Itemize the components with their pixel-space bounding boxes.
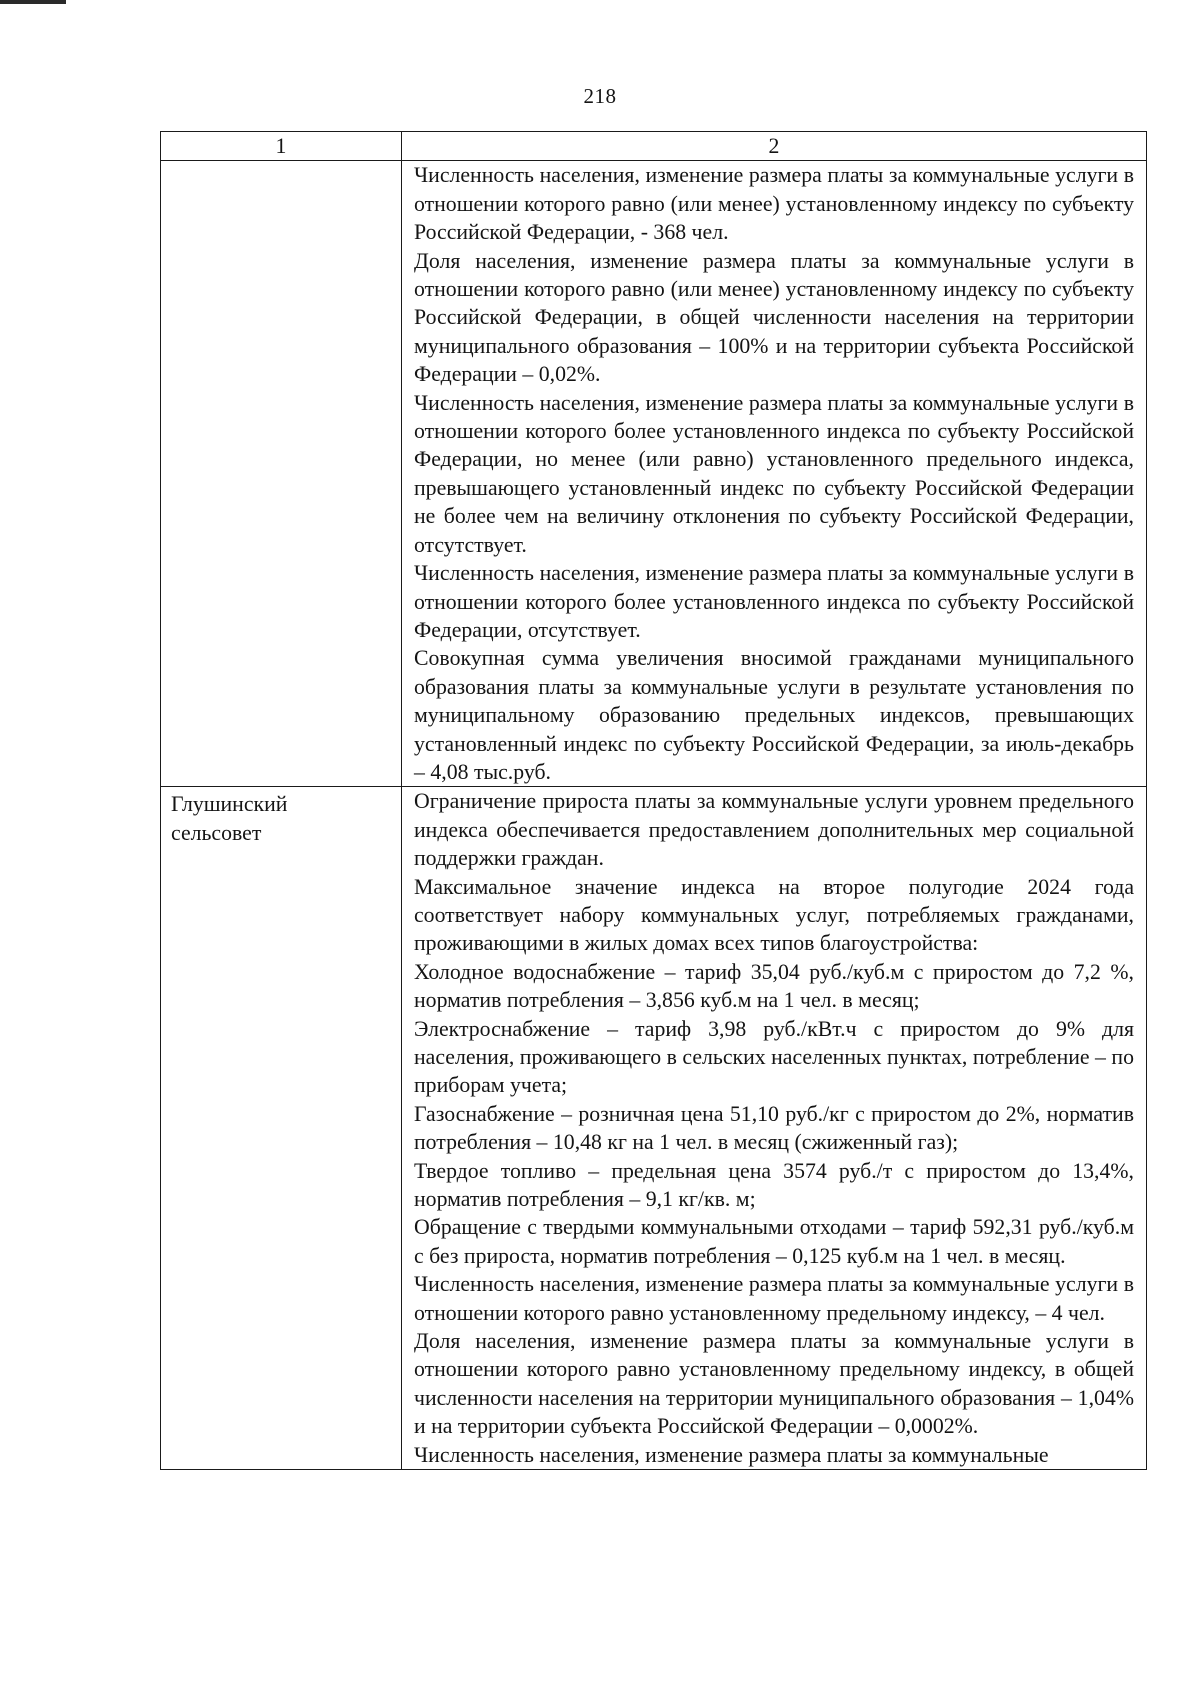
paragraph: Численность населения, изменение размера платы за коммунальные услуги в отношении которого более установленного индекса по субъекту Российской Федерации, отсутствует. [414,561,1134,642]
paragraph: Доля населения, изменение размера платы за коммунальные услуги в отношении которого равно установленному предельному индексу, в общей численности населения на территории муниципального образования – 1,04% и на территории субъекта Российской Федерации – 0,0002%. [414,1329,1134,1439]
municipality-name-line: Глушинский [171,792,288,817]
page-number: 218 [583,84,617,108]
table-header-row [161,132,1147,161]
table-header-cell-1: 1 [161,132,402,161]
table-header-cell-2: 2 [402,132,1147,161]
paragraph: Электроснабжение – тариф 3,98 руб./кВт.ч с приростом до 9% для населения, проживающего в сельских населенных пунктах, потребление – по приборам учета; [414,1016,1134,1098]
paragraph: Обращение с твердыми коммунальными отходами – тариф 592,31 руб./куб.м с без прироста, норматив потребления – 0,125 куб.м на 1 чел. в месяц. [414,1215,1134,1268]
paragraph: Численность населения, изменение размера платы за коммунальные услуги в отношении которого равно установленному предельному индексу, – 4 чел. [414,1272,1134,1325]
paragraph: Газоснабжение – розничная цена 51,10 руб./кг с приростом до 2%, норматив потребления – 10,48 кг на 1 чел. в месяц (сжиженный газ); [414,1101,1134,1155]
paragraph: Холодное водоснабжение – тариф 35,04 руб./куб.м с приростом до 7,2 %, норматив потребления – 3,856 куб.м на 1 чел. в месяц; [414,959,1134,1013]
paragraph: Твердое топливо – предельная цена 3574 руб./т с приростом до 13,4%, норматив потребления – 9,1 кг/кв. м; [414,1158,1134,1212]
municipality-cell [161,787,402,1470]
paragraph: Ограничение прироста платы за коммунальные услуги уровнем предельного индекса обеспечивается предоставлением дополнительных мер социальной поддержки граждан. [414,789,1134,871]
municipality-cell [161,161,402,787]
municipality-name-line: сельсовет [171,820,262,845]
scan-edge-mark [0,0,66,4]
document-table [160,131,1147,1470]
table-row [161,787,1147,1470]
description-cell [402,161,1147,787]
paragraph: Численность населения, изменение размера платы за коммунальные услуги в отношении которого равно (или менее) установленному индексу по субъекту Российской Федерации, - 368 чел. [414,163,1134,245]
paragraph: Совокупная сумма увеличения вносимой гражданами муниципального образования платы за коммунальные услуги в результате установления по муниципальному образованию предельных индексов, превышающих установленный индекс по субъекту Российской Федерации, за июль-декабрь – 4,08 тыс.руб. [414,646,1134,784]
description-cell [402,787,1147,1470]
paragraph: Численность населения, изменение размера платы за коммунальные услуги в отношении которого более установленного индекса по субъекту Российской Федерации, но менее (или равно) установленного предельного индекса, превышающего установленный индекс по субъекту Российской Федерации не более чем на величину отклонения по субъекту Российской Федерации, отсутствует. [414,390,1134,557]
table-row [161,161,1147,787]
paragraph: Максимальное значение индекса на второе полугодие 2024 года соответствует набору коммунальных услуг, потребляемых гражданами, проживающими в жилых домах всех типов благоустройства: [414,874,1134,956]
paragraph: Доля населения, изменение размера платы за коммунальные услуги в отношении которого равно (или менее) установленному индексу по субъекту Российской Федерации, в общей численности населения на территории муниципального образования – 100% и на территории субъекта Российской Федерации – 0,02%. [414,248,1134,387]
paragraph: Численность населения, изменение размера платы за коммунальные [414,1442,1049,1467]
